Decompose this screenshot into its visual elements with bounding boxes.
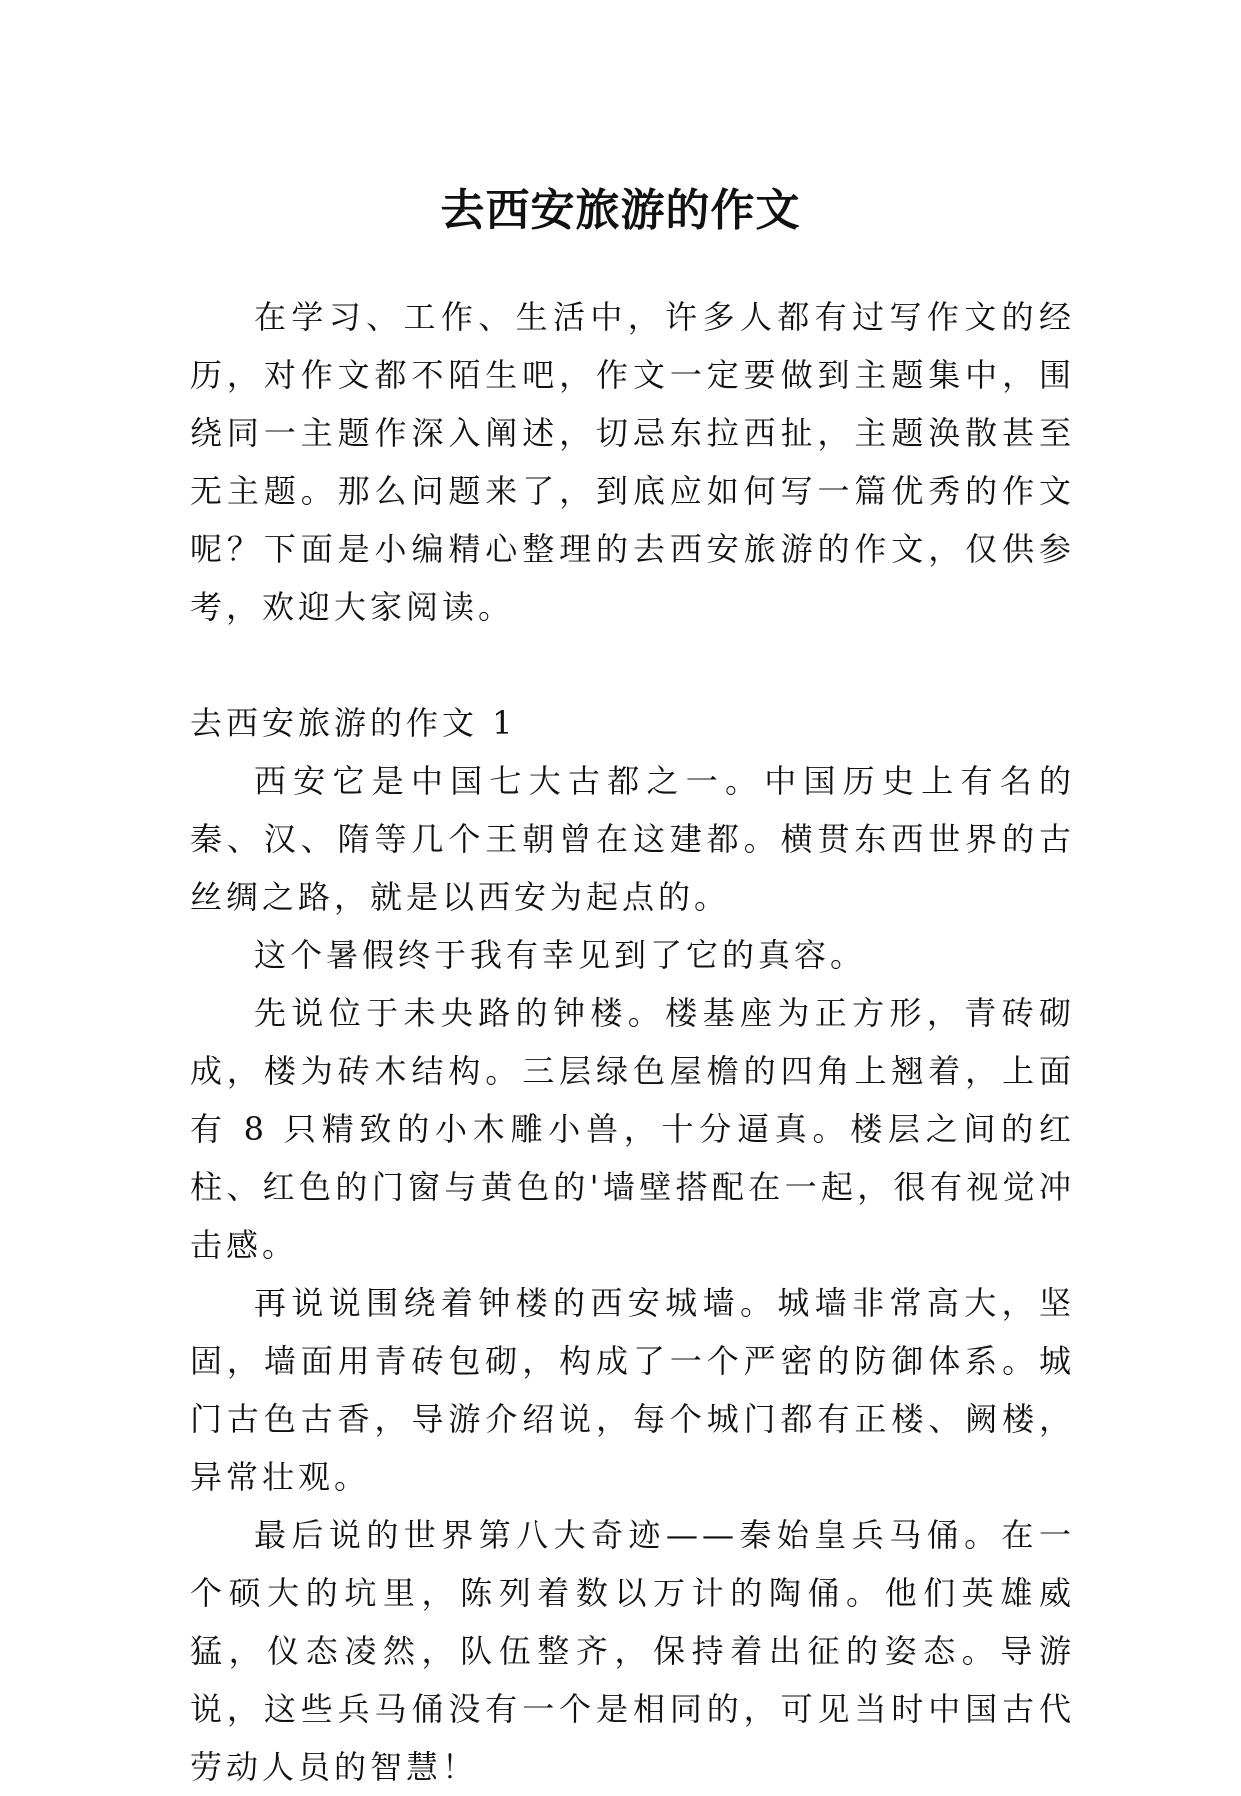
body-paragraph-1: 西安它是中国七大古都之一。中国历史上有名的秦、汉、隋等几个王朝曾在这建都。横贯东西世界的古丝绸之路，就是以西安为起点的。 [190,762,1075,916]
body-paragraph-2: 这个暑假终于我有幸见到了它的真容。 [254,936,867,974]
body-paragraph-3: 先说位于未央路的钟楼。楼基座为正方形，青砖砌成，楼为砖木结构。三层绿色屋檐的四角上翘着，上面有 8 只精致的小木雕小兽，十分逼真。楼层之间的红柱、红色的门窗与黄色的'墙壁搭配在一起，很有视觉冲击感。 [190,994,1075,1264]
body-paragraph-4: 再说说围绕着钟楼的西安城墙。城墙非常高大，坚固，墙面用青砖包砌，构成了一个严密的防御体系。城门古色古香，导游介绍说，每个城门都有正楼、阙楼，异常壮观。 [190,1284,1075,1496]
intro-paragraph: 在学习、工作、生活中，许多人都有过写作文的经历，对作文都不陌生吧，作文一定要做到主题集中，围绕同一主题作深入阐述，切忌东拉西扯，主题涣散甚至无主题。那么问题来了，到底应如何写一篇优秀的作文呢？下面是小编精心整理的去西安旅游的作文，仅供参考，欢迎大家阅读。 [190,298,1075,626]
section-heading: 去西安旅游的作文 1 [190,704,517,742]
body-paragraph-5: 最后说的世界第八大奇迹——秦始皇兵马俑。在一个硕大的坑里，陈列着数以万计的陶俑。他们英雄威猛，仪态凌然，队伍整齐，保持着出征的姿态。导游说，这些兵马俑没有一个是相同的，可见当时中国古代劳动人员的智慧！ [190,1516,1075,1786]
document-title: 去西安旅游的作文 [440,185,801,237]
document-body [190,288,1075,1796]
